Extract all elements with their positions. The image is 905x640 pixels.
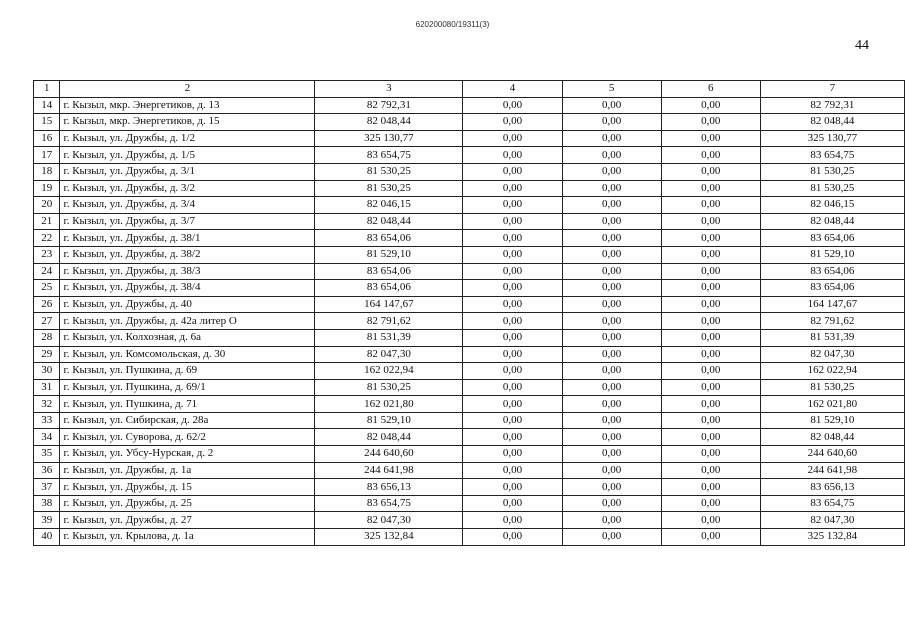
table-row	[34, 462, 905, 479]
header-col-index: 1	[34, 81, 60, 98]
cell-col-address: г. Кызыл, мкр. Энергетиков, д. 15	[60, 114, 315, 131]
cell-col-6: 0,00	[661, 263, 760, 280]
header-col-4: 4	[463, 81, 562, 98]
cell-col-4: 0,00	[463, 147, 562, 164]
cell-col-5: 0,00	[562, 197, 661, 214]
table-row	[34, 197, 905, 214]
cell-col-5: 0,00	[562, 396, 661, 413]
cell-col-6: 0,00	[661, 379, 760, 396]
cell-col-5: 0,00	[562, 329, 661, 346]
cell-col-5: 0,00	[562, 97, 661, 114]
cell-col-address: г. Кызыл, ул. Дружбы, д. 3/2	[60, 180, 315, 197]
header-col-7: 7	[760, 81, 904, 98]
cell-col-4: 0,00	[463, 296, 562, 313]
table-row	[34, 446, 905, 463]
cell-col-6: 0,00	[661, 462, 760, 479]
table-row	[34, 495, 905, 512]
cell-col-7: 82 791,62	[760, 313, 904, 330]
cell-col-address: г. Кызыл, ул. Пушкина, д. 71	[60, 396, 315, 413]
cell-col-3: 82 792,31	[315, 97, 463, 114]
cell-col-6: 0,00	[661, 163, 760, 180]
cell-col-address: г. Кызыл, ул. Крылова, д. 1а	[60, 529, 315, 546]
cell-col-address: г. Кызыл, ул. Сибирская, д. 28а	[60, 412, 315, 429]
cell-col-7: 82 047,30	[760, 346, 904, 363]
cell-col-index: 18	[34, 163, 60, 180]
cell-col-3: 81 531,39	[315, 329, 463, 346]
cell-col-5: 0,00	[562, 296, 661, 313]
cell-col-5: 0,00	[562, 313, 661, 330]
cell-col-5: 0,00	[562, 412, 661, 429]
cell-col-3: 82 048,44	[315, 213, 463, 230]
table-row	[34, 147, 905, 164]
cell-col-5: 0,00	[562, 213, 661, 230]
cell-col-4: 0,00	[463, 479, 562, 496]
cell-col-address: г. Кызыл, ул. Дружбы, д. 40	[60, 296, 315, 313]
cell-col-4: 0,00	[463, 329, 562, 346]
table-row	[34, 396, 905, 413]
cell-col-address: г. Кызыл, ул. Дружбы, д. 1а	[60, 462, 315, 479]
cell-col-index: 37	[34, 479, 60, 496]
table-row	[34, 346, 905, 363]
cell-col-7: 325 132,84	[760, 529, 904, 546]
cell-col-5: 0,00	[562, 429, 661, 446]
cell-col-3: 83 654,06	[315, 230, 463, 247]
cell-col-index: 14	[34, 97, 60, 114]
table-row	[34, 479, 905, 496]
cell-col-4: 0,00	[463, 346, 562, 363]
table-row	[34, 379, 905, 396]
cell-col-7: 244 641,98	[760, 462, 904, 479]
cell-col-6: 0,00	[661, 429, 760, 446]
cell-col-7: 81 531,39	[760, 329, 904, 346]
cell-col-4: 0,00	[463, 163, 562, 180]
cell-col-address: г. Кызыл, ул. Дружбы, д. 42а литер О	[60, 313, 315, 330]
cell-col-6: 0,00	[661, 230, 760, 247]
cell-col-5: 0,00	[562, 114, 661, 131]
cell-col-7: 81 529,10	[760, 412, 904, 429]
cell-col-index: 36	[34, 462, 60, 479]
cell-col-3: 325 130,77	[315, 130, 463, 147]
cell-col-4: 0,00	[463, 280, 562, 297]
cell-col-7: 164 147,67	[760, 296, 904, 313]
table-row	[34, 313, 905, 330]
cell-col-4: 0,00	[463, 429, 562, 446]
cell-col-index: 19	[34, 180, 60, 197]
cell-col-index: 39	[34, 512, 60, 529]
cell-col-3: 83 654,06	[315, 280, 463, 297]
cell-col-5: 0,00	[562, 130, 661, 147]
cell-col-6: 0,00	[661, 329, 760, 346]
cell-col-4: 0,00	[463, 97, 562, 114]
cell-col-address: г. Кызыл, мкр. Энергетиков, д. 13	[60, 97, 315, 114]
cell-col-index: 23	[34, 246, 60, 263]
table-row	[34, 180, 905, 197]
cell-col-index: 34	[34, 429, 60, 446]
table-row	[34, 213, 905, 230]
cell-col-3: 325 132,84	[315, 529, 463, 546]
cell-col-6: 0,00	[661, 512, 760, 529]
table-row	[34, 529, 905, 546]
cell-col-4: 0,00	[463, 197, 562, 214]
cell-col-address: г. Кызыл, ул. Дружбы, д. 1/2	[60, 130, 315, 147]
cell-col-3: 164 147,67	[315, 296, 463, 313]
cell-col-5: 0,00	[562, 495, 661, 512]
cell-col-index: 26	[34, 296, 60, 313]
table-row	[34, 280, 905, 297]
cell-col-index: 25	[34, 280, 60, 297]
cell-col-address: г. Кызыл, ул. Дружбы, д. 38/4	[60, 280, 315, 297]
cell-col-address: г. Кызыл, ул. Дружбы, д. 3/4	[60, 197, 315, 214]
table-row	[34, 163, 905, 180]
table-row	[34, 230, 905, 247]
table-row	[34, 329, 905, 346]
cell-col-5: 0,00	[562, 246, 661, 263]
cell-col-address: г. Кызыл, ул. Комсомольская, д. 30	[60, 346, 315, 363]
cell-col-4: 0,00	[463, 396, 562, 413]
cell-col-7: 83 654,75	[760, 147, 904, 164]
cell-col-6: 0,00	[661, 296, 760, 313]
cell-col-7: 83 654,06	[760, 263, 904, 280]
cell-col-index: 33	[34, 412, 60, 429]
cell-col-4: 0,00	[463, 130, 562, 147]
table-row	[34, 246, 905, 263]
cell-col-3: 162 021,80	[315, 396, 463, 413]
cell-col-7: 81 530,25	[760, 180, 904, 197]
cell-col-4: 0,00	[463, 462, 562, 479]
cell-col-index: 40	[34, 529, 60, 546]
cell-col-7: 83 656,13	[760, 479, 904, 496]
cell-col-index: 30	[34, 363, 60, 380]
header-col-address: 2	[60, 81, 315, 98]
cell-col-address: г. Кызыл, ул. Дружбы, д. 3/7	[60, 213, 315, 230]
cell-col-index: 32	[34, 396, 60, 413]
cell-col-6: 0,00	[661, 180, 760, 197]
cell-col-4: 0,00	[463, 412, 562, 429]
cell-col-address: г. Кызыл, ул. Дружбы, д. 38/3	[60, 263, 315, 280]
cell-col-5: 0,00	[562, 147, 661, 164]
cell-col-index: 21	[34, 213, 60, 230]
table-row	[34, 296, 905, 313]
cell-col-5: 0,00	[562, 462, 661, 479]
cell-col-5: 0,00	[562, 230, 661, 247]
cell-col-3: 82 791,62	[315, 313, 463, 330]
cell-col-5: 0,00	[562, 363, 661, 380]
cell-col-4: 0,00	[463, 379, 562, 396]
cell-col-6: 0,00	[661, 529, 760, 546]
cell-col-3: 81 529,10	[315, 412, 463, 429]
cell-col-address: г. Кызыл, ул. Дружбы, д. 25	[60, 495, 315, 512]
cell-col-3: 82 047,30	[315, 512, 463, 529]
cell-col-6: 0,00	[661, 313, 760, 330]
cell-col-3: 83 654,75	[315, 147, 463, 164]
cell-col-6: 0,00	[661, 346, 760, 363]
cell-col-index: 28	[34, 329, 60, 346]
document-id: 620200080/19311(3)	[415, 20, 490, 29]
cell-col-3: 83 654,75	[315, 495, 463, 512]
table-body	[34, 97, 905, 545]
cell-col-4: 0,00	[463, 246, 562, 263]
cell-col-7: 83 654,75	[760, 495, 904, 512]
cell-col-address: г. Кызыл, ул. Дружбы, д. 1/5	[60, 147, 315, 164]
cell-col-3: 244 641,98	[315, 462, 463, 479]
cell-col-7: 81 530,25	[760, 163, 904, 180]
table-row	[34, 263, 905, 280]
data-table	[33, 80, 905, 546]
cell-col-address: г. Кызыл, ул. Пушкина, д. 69/1	[60, 379, 315, 396]
cell-col-6: 0,00	[661, 147, 760, 164]
cell-col-4: 0,00	[463, 180, 562, 197]
cell-col-5: 0,00	[562, 346, 661, 363]
cell-col-7: 162 021,80	[760, 396, 904, 413]
cell-col-address: г. Кызыл, ул. Суворова, д. 62/2	[60, 429, 315, 446]
cell-col-3: 82 048,44	[315, 429, 463, 446]
cell-col-4: 0,00	[463, 313, 562, 330]
cell-col-7: 162 022,94	[760, 363, 904, 380]
cell-col-7: 83 654,06	[760, 230, 904, 247]
cell-col-index: 20	[34, 197, 60, 214]
cell-col-6: 0,00	[661, 446, 760, 463]
cell-col-6: 0,00	[661, 363, 760, 380]
page-number: 44	[855, 38, 869, 53]
cell-col-7: 81 530,25	[760, 379, 904, 396]
cell-col-3: 82 047,30	[315, 346, 463, 363]
cell-col-6: 0,00	[661, 197, 760, 214]
cell-col-5: 0,00	[562, 512, 661, 529]
cell-col-5: 0,00	[562, 280, 661, 297]
cell-col-index: 16	[34, 130, 60, 147]
cell-col-6: 0,00	[661, 114, 760, 131]
cell-col-4: 0,00	[463, 114, 562, 131]
cell-col-6: 0,00	[661, 479, 760, 496]
cell-col-index: 38	[34, 495, 60, 512]
cell-col-address: г. Кызыл, ул. Дружбы, д. 38/1	[60, 230, 315, 247]
cell-col-4: 0,00	[463, 263, 562, 280]
table-row	[34, 412, 905, 429]
cell-col-4: 0,00	[463, 213, 562, 230]
cell-col-7: 82 048,44	[760, 114, 904, 131]
cell-col-3: 82 046,15	[315, 197, 463, 214]
cell-col-6: 0,00	[661, 412, 760, 429]
cell-col-7: 83 654,06	[760, 280, 904, 297]
header-col-6: 6	[661, 81, 760, 98]
cell-col-5: 0,00	[562, 379, 661, 396]
cell-col-address: г. Кызыл, ул. Дружбы, д. 27	[60, 512, 315, 529]
cell-col-5: 0,00	[562, 529, 661, 546]
cell-col-index: 29	[34, 346, 60, 363]
table-row	[34, 130, 905, 147]
header-col-5: 5	[562, 81, 661, 98]
cell-col-3: 81 529,10	[315, 246, 463, 263]
cell-col-7: 82 047,30	[760, 512, 904, 529]
cell-col-address: г. Кызыл, ул. Дружбы, д. 38/2	[60, 246, 315, 263]
cell-col-3: 83 654,06	[315, 263, 463, 280]
cell-col-index: 27	[34, 313, 60, 330]
cell-col-3: 81 530,25	[315, 379, 463, 396]
cell-col-index: 24	[34, 263, 60, 280]
cell-col-6: 0,00	[661, 246, 760, 263]
cell-col-6: 0,00	[661, 396, 760, 413]
cell-col-6: 0,00	[661, 130, 760, 147]
cell-col-6: 0,00	[661, 213, 760, 230]
cell-col-7: 82 792,31	[760, 97, 904, 114]
table-row	[34, 429, 905, 446]
cell-col-6: 0,00	[661, 280, 760, 297]
cell-col-index: 15	[34, 114, 60, 131]
cell-col-4: 0,00	[463, 529, 562, 546]
cell-col-7: 82 048,44	[760, 429, 904, 446]
header-row	[34, 81, 905, 98]
cell-col-4: 0,00	[463, 446, 562, 463]
cell-col-7: 244 640,60	[760, 446, 904, 463]
cell-col-6: 0,00	[661, 495, 760, 512]
cell-col-index: 22	[34, 230, 60, 247]
cell-col-4: 0,00	[463, 512, 562, 529]
cell-col-7: 82 046,15	[760, 197, 904, 214]
cell-col-7: 82 048,44	[760, 213, 904, 230]
cell-col-address: г. Кызыл, ул. Дружбы, д. 15	[60, 479, 315, 496]
cell-col-address: г. Кызыл, ул. Дружбы, д. 3/1	[60, 163, 315, 180]
cell-col-3: 83 656,13	[315, 479, 463, 496]
table-row	[34, 97, 905, 114]
cell-col-5: 0,00	[562, 263, 661, 280]
table-row	[34, 512, 905, 529]
cell-col-6: 0,00	[661, 97, 760, 114]
cell-col-3: 82 048,44	[315, 114, 463, 131]
cell-col-index: 35	[34, 446, 60, 463]
cell-col-address: г. Кызыл, ул. Пушкина, д. 69	[60, 363, 315, 380]
cell-col-5: 0,00	[562, 180, 661, 197]
cell-col-3: 81 530,25	[315, 163, 463, 180]
table-row	[34, 363, 905, 380]
cell-col-address: г. Кызыл, ул. Колхозная, д. 6а	[60, 329, 315, 346]
table-row	[34, 114, 905, 131]
cell-col-5: 0,00	[562, 446, 661, 463]
cell-col-3: 244 640,60	[315, 446, 463, 463]
cell-col-address: г. Кызыл, ул. Убсу-Нурская, д. 2	[60, 446, 315, 463]
cell-col-3: 81 530,25	[315, 180, 463, 197]
cell-col-4: 0,00	[463, 230, 562, 247]
cell-col-4: 0,00	[463, 495, 562, 512]
header-col-3: 3	[315, 81, 463, 98]
cell-col-7: 81 529,10	[760, 246, 904, 263]
cell-col-5: 0,00	[562, 163, 661, 180]
cell-col-index: 31	[34, 379, 60, 396]
table-header	[34, 81, 905, 98]
cell-col-5: 0,00	[562, 479, 661, 496]
cell-col-3: 162 022,94	[315, 363, 463, 380]
cell-col-index: 17	[34, 147, 60, 164]
cell-col-4: 0,00	[463, 363, 562, 380]
cell-col-7: 325 130,77	[760, 130, 904, 147]
